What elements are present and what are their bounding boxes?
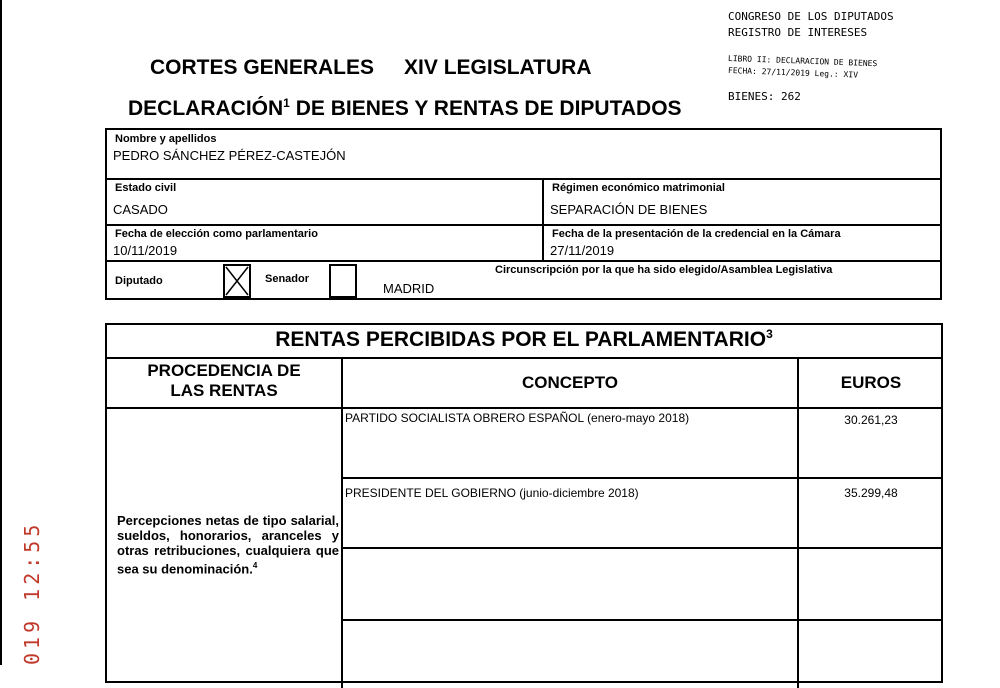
senador-checkbox[interactable] <box>329 264 357 298</box>
page-subtitle <box>128 96 718 128</box>
registry-stamp-line4: FECHA: 27/11/2019 Leg.: XIV <box>727 66 859 80</box>
row-divider <box>343 477 941 479</box>
regimen-label: Régimen económico matrimonial <box>552 182 725 194</box>
divider <box>542 179 544 261</box>
circunscripcion-label: Circunscripción por la que ha sido elegido/Asamblea Legislativa <box>495 264 833 276</box>
fecha-credencial-value: 27/11/2019 <box>550 243 615 258</box>
estado-civil-value: CASADO <box>113 202 168 217</box>
col-procedencia-header <box>107 361 341 401</box>
table-row-concepto: PRESIDENTE DEL GOBIERNO (junio-diciembre 2018) <box>345 486 639 500</box>
divider <box>107 407 941 409</box>
registry-stamp-line2: REGISTRO DE INTERESES <box>728 26 868 39</box>
row-divider <box>343 547 941 549</box>
subtitle-rest: DE BIENES Y RENTAS DE DIPUTADOS <box>289 97 682 120</box>
rentas-title-text: RENTAS PERCIBIDAS POR EL PARLAMENTARIO <box>275 328 767 351</box>
regimen-value: SEPARACIÓN DE BIENES <box>550 202 708 217</box>
divider <box>107 357 941 359</box>
estado-civil-label: Estado civil <box>115 182 177 194</box>
side-date-stamp: 019 12:55 <box>20 520 44 665</box>
circunscripcion-value: MADRID <box>383 281 435 296</box>
table-row-concepto: PARTIDO SOCIALISTA OBRERO ESPAÑOL (enero-mayo 2018) <box>345 411 690 425</box>
procedencia-text: Percepciones netas de tipo salarial, sueldos, honorarios, aranceles y otras retribuciones, cualquiera que sea su denominación. <box>117 513 339 577</box>
page-edge <box>0 0 2 665</box>
table-row-euros: 30.261,23 <box>844 413 898 427</box>
divider <box>107 224 940 226</box>
divider <box>107 178 940 180</box>
table-row-euros: 35.299,48 <box>844 486 898 500</box>
registry-stamp-line1: CONGRESO DE LOS DIPUTADOS <box>728 10 894 23</box>
senador-label: Senador <box>265 273 310 285</box>
footnote-ref-3: 3 <box>766 327 773 341</box>
title-legislatura: XIV LEGISLATURA <box>404 56 592 79</box>
footnote-ref-1: 1 <box>283 96 290 110</box>
footnote-ref-4: 4 <box>252 561 258 570</box>
col-concepto-header: CONCEPTO <box>521 373 619 392</box>
registry-stamp-line3: LIBRO II: DECLARACION DE BIENES <box>727 54 878 69</box>
fecha-eleccion-value: 10/11/2019 <box>113 243 178 258</box>
rentas-title <box>107 327 941 352</box>
divider <box>107 260 940 262</box>
registry-stamp-line5: BIENES: 262 <box>728 90 801 103</box>
col-euros-header: EUROS <box>840 373 902 392</box>
page-title <box>150 56 591 80</box>
title-cortes: CORTES GENERALES <box>150 56 375 79</box>
diputado-label: Diputado <box>115 275 163 287</box>
personal-data-form <box>105 128 942 300</box>
divider <box>341 358 343 688</box>
check-x-icon <box>225 266 249 296</box>
divider <box>797 358 799 688</box>
row-divider <box>343 619 941 621</box>
nombre-label: Nombre y apellidos <box>115 133 217 145</box>
col-procedencia-line1: PROCEDENCIA DE <box>147 361 301 380</box>
nombre-value: PEDRO SÁNCHEZ PÉREZ-CASTEJÓN <box>113 148 346 163</box>
subtitle-declaracion: DECLARACIÓN <box>128 97 284 120</box>
procedencia-description <box>117 513 339 576</box>
rentas-table <box>105 323 943 683</box>
fecha-credencial-label: Fecha de la presentación de la credencial en la Cámara <box>552 228 841 240</box>
fecha-eleccion-label: Fecha de elección como parlamentario <box>115 228 318 240</box>
diputado-checkbox[interactable] <box>223 264 251 298</box>
col-procedencia-line2: LAS RENTAS <box>170 381 278 400</box>
